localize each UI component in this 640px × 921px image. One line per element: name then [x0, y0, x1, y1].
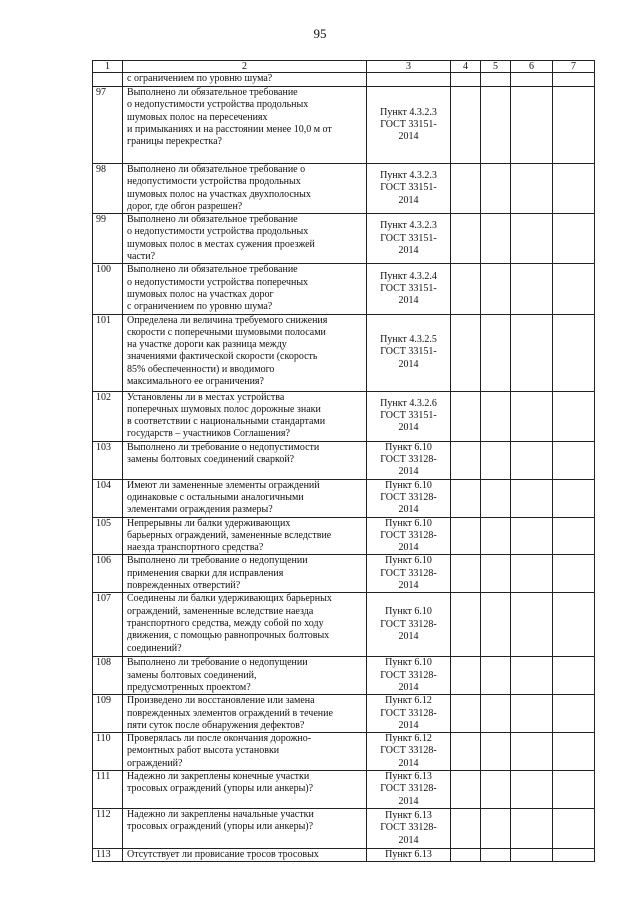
page-number: 95: [313, 26, 327, 41]
table-row: [93, 264, 595, 314]
question-line: Выполнено ли обязательное требование: [127, 214, 298, 226]
row-number: 111: [93, 770, 123, 808]
answer-cell: [481, 214, 511, 264]
standard-reference: [367, 441, 451, 479]
answer-cell: [451, 593, 481, 657]
answer-cell: [553, 733, 595, 771]
answer-cell: [511, 164, 553, 214]
table-row: [93, 214, 595, 264]
reference-line: ГОСТ 33128-: [380, 822, 437, 834]
requirement-question: [123, 73, 367, 87]
table-row: [93, 593, 595, 657]
row-number: 107: [93, 593, 123, 657]
question-line: Выполнено ли требование о недопущении: [127, 657, 308, 669]
question-line: Произведено ли восстановление или замена: [127, 695, 315, 707]
question-line: ограждений?: [127, 757, 183, 769]
answer-cell: [481, 87, 511, 164]
table-row: [93, 657, 595, 695]
question-line: применения сварки для исправления: [127, 567, 284, 579]
requirement-question: [123, 87, 367, 164]
reference-line: Пункт 4.3.2.4: [380, 270, 437, 282]
reference-line: Пункт 4.3.2.5: [380, 334, 437, 346]
column-header: 4: [451, 61, 481, 73]
reference-line: 2014: [398, 194, 419, 206]
question-line: Соединены ли балки удерживающих барьерных: [127, 593, 332, 605]
question-line: на участке дороги как разница между: [127, 339, 287, 351]
column-header: 7: [553, 61, 595, 73]
answer-cell: [553, 264, 595, 314]
row-number: 104: [93, 479, 123, 517]
answer-cell: [451, 695, 481, 733]
question-line: государств – участников Соглашения?: [127, 428, 290, 440]
table-row: [93, 695, 595, 733]
question-line: движения, с помощью равнопрочных болтовых: [127, 630, 330, 642]
row-number: 105: [93, 517, 123, 555]
table-row: [93, 314, 595, 391]
question-line: Имеют ли замененные элементы ограждений: [127, 479, 320, 491]
question-line: Выполнено ли обязательное требование: [127, 87, 298, 98]
answer-cell: [511, 657, 553, 695]
question-line: Надежно ли закреплены начальные участки: [127, 808, 314, 820]
reference-line: Пункт 6.10: [385, 441, 432, 453]
reference-line: ГОСТ 33128-: [380, 491, 437, 503]
row-number: 106: [93, 555, 123, 593]
question-line: тросовых ограждений (упоры или анкеры)?: [127, 821, 314, 833]
answer-cell: [451, 264, 481, 314]
question-line: Определена ли величина требуемого снижения: [127, 314, 328, 326]
question-line: поврежденных элементов ограждений в течение: [127, 707, 333, 719]
question-line: Отсутствует ли провисание тросов тросовых: [127, 848, 319, 860]
answer-cell: [451, 391, 481, 441]
reference-line: ГОСТ 33151-: [380, 282, 437, 294]
reference-line: 2014: [398, 295, 419, 307]
reference-line: ГОСТ 33151-: [380, 410, 437, 421]
reference-line: ГОСТ 33128-: [380, 745, 437, 757]
row-number: 112: [93, 808, 123, 848]
answer-cell: [451, 479, 481, 517]
answer-cell: [511, 391, 553, 441]
reference-line: Пункт 6.12: [385, 695, 432, 707]
answer-cell: [481, 848, 511, 861]
standard-reference: [367, 657, 451, 695]
answer-cell: [511, 441, 553, 479]
answer-cell: [451, 87, 481, 164]
header-row: [93, 61, 595, 73]
column-header: 5: [481, 61, 511, 73]
question-line: с ограничением по уровню шума?: [127, 73, 273, 84]
answer-cell: [553, 593, 595, 657]
standard-reference: [367, 517, 451, 555]
question-line: поперечных шумовых полос дорожные знаки: [127, 403, 321, 415]
question-line: замены болтовых соединений,: [127, 669, 257, 681]
answer-cell: [511, 848, 553, 861]
table-row: [93, 441, 595, 479]
standard-reference: [367, 391, 451, 441]
reference-line: Пункт 6.10: [385, 657, 432, 669]
answer-cell: [481, 733, 511, 771]
answer-cell: [511, 264, 553, 314]
standard-reference: [367, 214, 451, 264]
requirement-question: [123, 264, 367, 314]
reference-line: Пункт 6.13: [385, 809, 432, 821]
answer-cell: [511, 770, 553, 808]
answer-cell: [511, 87, 553, 164]
question-line: поврежденных отверстий?: [127, 580, 241, 592]
reference-line: Пункт 4.3.2.3: [380, 220, 437, 232]
table-row: [93, 164, 595, 214]
table-row: [93, 733, 595, 771]
answer-cell: [553, 87, 595, 164]
answer-cell: [451, 733, 481, 771]
standard-reference: [367, 848, 451, 861]
reference-line: Пункт 4.3.2.3: [380, 106, 437, 118]
column-header: 1: [93, 61, 123, 73]
answer-cell: [553, 391, 595, 441]
answer-cell: [451, 164, 481, 214]
row-number: 99: [93, 214, 123, 264]
reference-line: ГОСТ 33128-: [380, 783, 437, 795]
table-row: [93, 770, 595, 808]
requirement-question: [123, 314, 367, 391]
question-line: 85% обеспеченности) и вводимого: [127, 363, 275, 375]
answer-cell: [511, 593, 553, 657]
row-number: 110: [93, 733, 123, 771]
answer-cell: [553, 555, 595, 593]
requirement-question: [123, 770, 367, 808]
question-line: Выполнено ли обязательное требование: [127, 264, 298, 276]
reference-line: ГОСТ 33151-: [380, 118, 437, 130]
question-line: Выполнено ли требование о недопущении: [127, 555, 308, 567]
reference-line: ГОСТ 33128-: [380, 567, 437, 579]
answer-cell: [481, 555, 511, 593]
table-row: [93, 391, 595, 441]
question-line: Надежно ли закреплены конечные участки: [127, 770, 310, 782]
table-row: [93, 87, 595, 164]
row-number: [93, 73, 123, 87]
question-line: шумовых полос на участках дорог: [127, 288, 274, 300]
answer-cell: [511, 808, 553, 848]
reference-line: ГОСТ 33128-: [380, 529, 437, 541]
requirement-question: [123, 164, 367, 214]
column-header: 6: [511, 61, 553, 73]
table-row: [93, 73, 595, 87]
question-line: и примыканиях и на расстоянии менее 10,0 м от: [127, 123, 332, 135]
answer-cell: [481, 593, 511, 657]
requirement-question: [123, 391, 367, 441]
question-line: Выполнено ли обязательное требование о: [127, 164, 306, 175]
question-line: о недопустимости устройства продольных: [127, 99, 309, 111]
question-line: о недопустимости устройства поперечных: [127, 276, 309, 288]
answer-cell: [553, 73, 595, 87]
reference-line: Пункт 6.10: [385, 517, 432, 529]
reference-line: Пункт 6.10: [385, 479, 432, 491]
answer-cell: [511, 733, 553, 771]
question-line: Установлены ли в местах устройства: [127, 391, 285, 403]
reference-line: ГОСТ 33151-: [380, 232, 437, 244]
answer-cell: [553, 517, 595, 555]
question-line: ограждений, замененные вследствие наезда: [127, 605, 314, 617]
row-number: 103: [93, 441, 123, 479]
reference-line: ГОСТ 33128-: [380, 454, 437, 466]
reference-line: Пункт 4.3.2.6: [380, 397, 437, 409]
question-line: значениями фактической скорости (скорость: [127, 351, 318, 363]
reference-line: Пункт 6.10: [385, 606, 432, 618]
question-line: в соответствии с национальными стандартами: [127, 416, 326, 428]
row-number: 98: [93, 164, 123, 214]
reference-line: 2014: [398, 580, 419, 592]
row-number: 97: [93, 87, 123, 164]
standard-reference: [367, 264, 451, 314]
question-line: одинаковые с остальными аналогичными: [127, 491, 304, 503]
reference-line: 2014: [398, 630, 419, 642]
answer-cell: [553, 314, 595, 391]
question-line: барьерных ограждений, замененные вследствие: [127, 529, 332, 541]
standard-reference: [367, 479, 451, 517]
reference-line: 2014: [398, 131, 419, 143]
standard-reference: [367, 314, 451, 391]
question-line: соединений?: [127, 642, 182, 654]
question-line: границы перекрестка?: [127, 136, 222, 148]
requirement-question: [123, 848, 367, 861]
standard-reference: [367, 808, 451, 848]
requirement-question: [123, 695, 367, 733]
row-number: 108: [93, 657, 123, 695]
table-row: [93, 808, 595, 848]
answer-cell: [451, 517, 481, 555]
answer-cell: [553, 214, 595, 264]
answer-cell: [553, 695, 595, 733]
answer-cell: [511, 695, 553, 733]
standard-reference: [367, 555, 451, 593]
question-line: шумовых полос на участках двухполосных: [127, 188, 311, 200]
answer-cell: [511, 73, 553, 87]
requirement-question: [123, 733, 367, 771]
column-header: 3: [367, 61, 451, 73]
table-row: [93, 555, 595, 593]
answer-cell: [481, 770, 511, 808]
question-line: Выполнено ли требование о недопустимости: [127, 441, 320, 453]
standard-reference: [367, 73, 451, 87]
question-line: с ограничением по уровню шума?: [127, 301, 273, 313]
answer-cell: [481, 314, 511, 391]
answer-cell: [553, 479, 595, 517]
reference-line: ГОСТ 33128-: [380, 707, 437, 719]
question-line: шумовых полос на пересечениях: [127, 111, 268, 123]
answer-cell: [553, 441, 595, 479]
answer-cell: [481, 517, 511, 555]
row-number: 101: [93, 314, 123, 391]
answer-cell: [451, 848, 481, 861]
question-line: о недопустимости устройства продольных: [127, 226, 309, 238]
answer-cell: [451, 808, 481, 848]
answer-cell: [451, 770, 481, 808]
row-number: 109: [93, 695, 123, 733]
reference-line: Пункт 6.13: [385, 770, 432, 782]
question-line: Непрерывны ли балки удерживающих: [127, 517, 291, 529]
requirement-question: [123, 593, 367, 657]
answer-cell: [553, 164, 595, 214]
standard-reference: [367, 164, 451, 214]
answer-cell: [511, 517, 553, 555]
table-row: [93, 479, 595, 517]
requirement-question: [123, 657, 367, 695]
table-row: [93, 517, 595, 555]
answer-cell: [481, 657, 511, 695]
reference-line: ГОСТ 33128-: [380, 669, 437, 681]
reference-line: ГОСТ 33151-: [380, 182, 437, 194]
reference-line: ГОСТ 33128-: [380, 618, 437, 630]
reference-line: Пункт 4.3.2.3: [380, 170, 437, 182]
requirement-question: [123, 441, 367, 479]
reference-line: 2014: [398, 504, 419, 516]
question-line: элементами ограждения размеры?: [127, 504, 273, 516]
reference-line: 2014: [398, 757, 419, 769]
reference-line: 2014: [398, 244, 419, 256]
standard-reference: [367, 733, 451, 771]
question-line: максимального ее ограничения?: [127, 376, 264, 388]
answer-cell: [481, 391, 511, 441]
answer-cell: [451, 314, 481, 391]
standard-reference: [367, 593, 451, 657]
table-row: [93, 848, 595, 861]
requirement-question: [123, 479, 367, 517]
answer-cell: [511, 479, 553, 517]
question-line: недопустимости устройства продольных: [127, 176, 301, 188]
question-line: пяти суток после обнаружения дефектов?: [127, 719, 305, 731]
row-number: 102: [93, 391, 123, 441]
question-line: шумовых полос в местах сужения проезжей: [127, 238, 315, 250]
question-line: замены болтовых соединений сваркой?: [127, 454, 295, 466]
reference-line: Пункт 6.12: [385, 733, 432, 745]
question-line: части?: [127, 251, 156, 263]
answer-cell: [511, 314, 553, 391]
reference-line: ГОСТ 33151-: [380, 346, 437, 358]
question-line: дорог, где обгон разрешен?: [127, 200, 243, 212]
answer-cell: [511, 214, 553, 264]
answer-cell: [481, 441, 511, 479]
answer-cell: [481, 479, 511, 517]
reference-line: 2014: [398, 719, 419, 731]
column-header: 2: [123, 61, 367, 73]
answer-cell: [451, 441, 481, 479]
reference-line: 2014: [398, 466, 419, 478]
answer-cell: [553, 808, 595, 848]
answer-cell: [481, 164, 511, 214]
standard-reference: [367, 770, 451, 808]
answer-cell: [553, 770, 595, 808]
reference-line: Пункт 6.10: [385, 555, 432, 567]
answer-cell: [481, 264, 511, 314]
answer-cell: [451, 657, 481, 695]
answer-cell: [553, 657, 595, 695]
question-line: Проверялась ли после окончания дорожно-: [127, 733, 312, 745]
question-line: наезда транспортного средства?: [127, 542, 264, 554]
reference-line: 2014: [398, 422, 419, 434]
question-line: тросовых ограждений (упоры или анкеры)?: [127, 783, 314, 795]
reference-line: Пункт 6.13: [385, 848, 432, 860]
question-line: скорости с поперечными шумовыми полосами: [127, 326, 326, 338]
reference-line: 2014: [398, 681, 419, 693]
question-line: транспортного средства, между собой по ходу: [127, 617, 324, 629]
requirement-question: [123, 517, 367, 555]
answer-cell: [481, 808, 511, 848]
row-number: 100: [93, 264, 123, 314]
reference-line: 2014: [398, 834, 419, 846]
question-line: ремонтных работ высота установки: [127, 745, 280, 757]
standard-reference: [367, 87, 451, 164]
standard-reference: [367, 695, 451, 733]
answer-cell: [553, 848, 595, 861]
answer-cell: [451, 555, 481, 593]
reference-line: 2014: [398, 542, 419, 554]
requirement-question: [123, 808, 367, 848]
question-line: предусмотренных проектом?: [127, 681, 251, 693]
answer-cell: [451, 73, 481, 87]
requirement-question: [123, 214, 367, 264]
requirement-question: [123, 555, 367, 593]
answer-cell: [511, 555, 553, 593]
checklist-table: [92, 60, 595, 862]
reference-line: 2014: [398, 358, 419, 370]
row-number: 113: [93, 848, 123, 861]
reference-line: 2014: [398, 795, 419, 807]
answer-cell: [481, 73, 511, 87]
answer-cell: [481, 695, 511, 733]
answer-cell: [451, 214, 481, 264]
